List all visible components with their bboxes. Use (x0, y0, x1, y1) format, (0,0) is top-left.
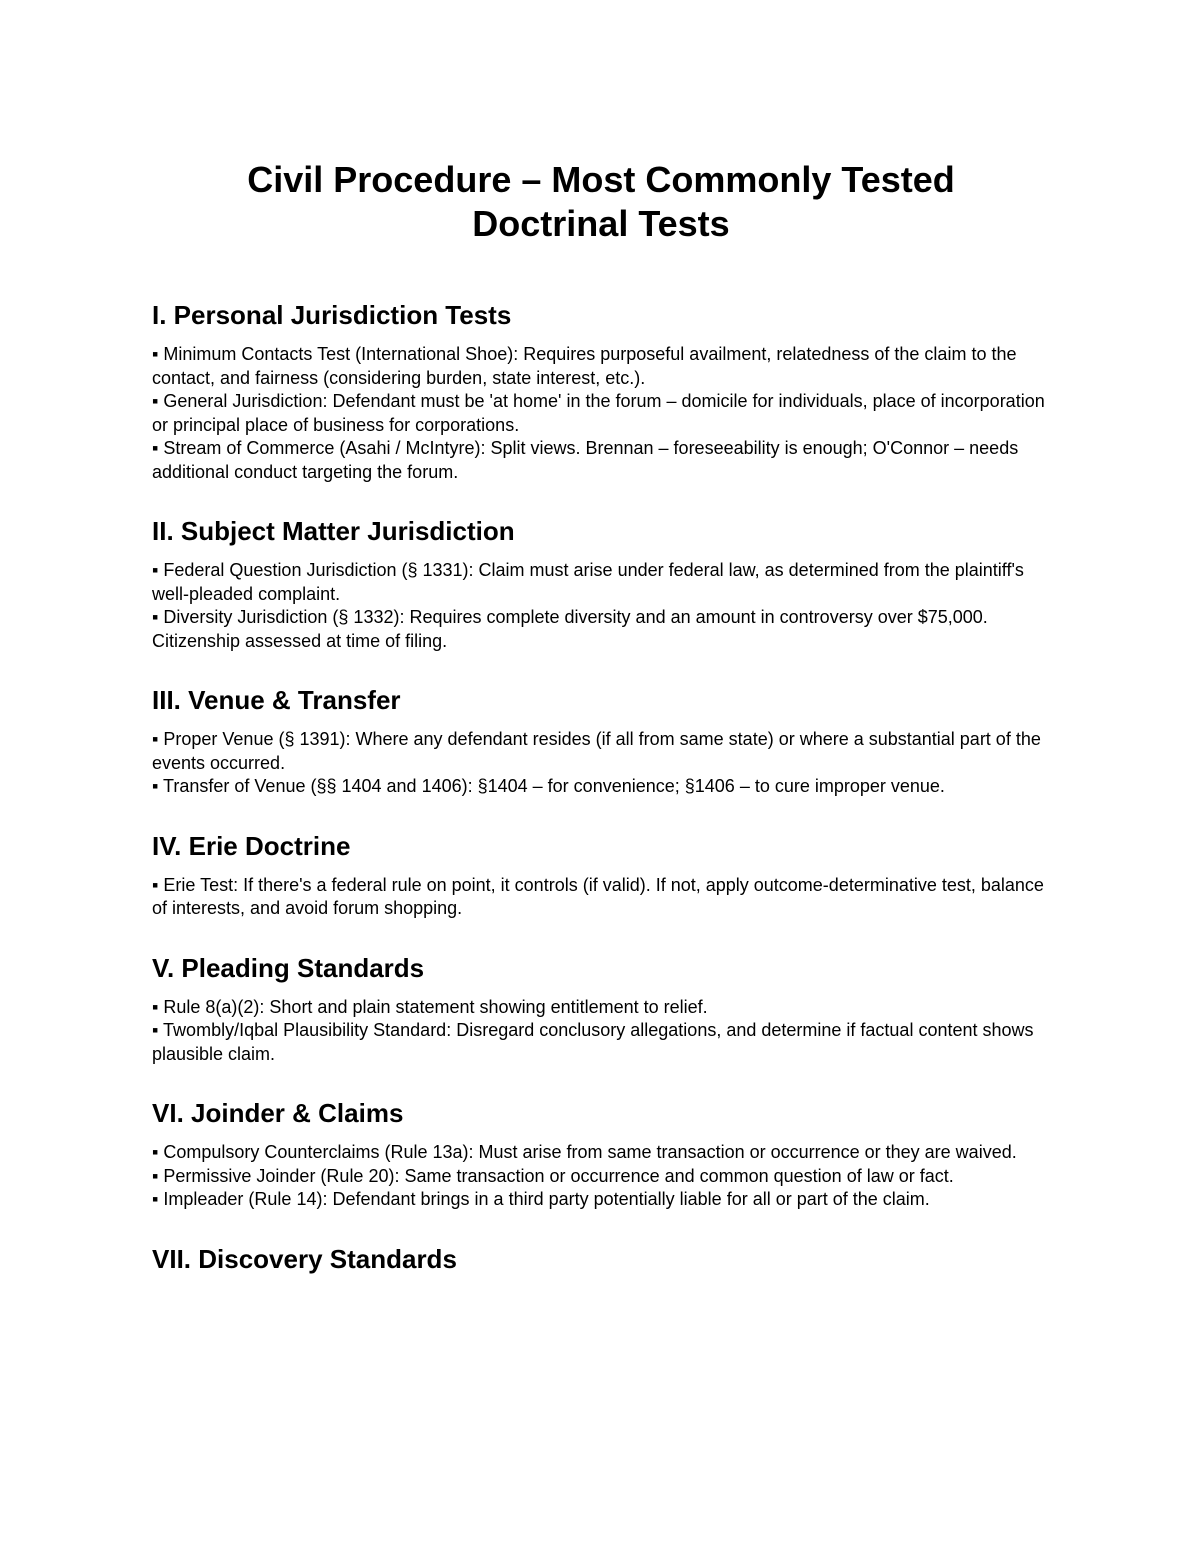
section-heading: IV. Erie Doctrine (152, 830, 351, 861)
bullet-item: ▪ Permissive Joinder (Rule 20): Same transaction or occurrence and common question of law or fact. (152, 1165, 954, 1186)
section-heading: III. Venue & Transfer (152, 685, 401, 715)
bullet-item: ▪ Proper Venue (§ 1391): Where any defendant resides (if all from same state) or where a substantial part of the events occurred. (152, 729, 1041, 773)
bullet-item: ▪ Diversity Jurisdiction (§ 1332): Requires complete diversity and an amount in controversy over $75,000. Citizenship assessed at time of filing. (152, 607, 988, 651)
bullet-item: ▪ General Jurisdiction: Defendant must be 'at home' in the forum – domicile for individuals, place of incorporation or principal place of business for corporations. (152, 391, 1045, 435)
bullet-item: ▪ Stream of Commerce (Asahi / McIntyre): Split views. Brennan – foreseeability is enough; O'Connor – needs additional conduct targeting the forum. (152, 438, 1019, 482)
bullet-item: ▪ Twombly/Iqbal Plausibility Standard: Disregard conclusory allegations, and determine if factual content shows plausible claim. (152, 1020, 1034, 1064)
section-heading: VI. Joinder & Claims (152, 1098, 404, 1128)
bullet-item: ▪ Rule 8(a)(2): Short and plain statement showing entitlement to relief. (152, 996, 708, 1017)
section-pleading-standards (152, 951, 1050, 1067)
section-erie-doctrine (152, 829, 1050, 921)
section-heading: VII. Discovery Standards (152, 1243, 457, 1274)
section-heading: I. Personal Jurisdiction Tests (152, 300, 512, 330)
section-discovery-standards (152, 1242, 1050, 1276)
section-heading: V. Pleading Standards (152, 952, 425, 983)
section-subject-matter-jurisdiction (152, 514, 1050, 653)
section-personal-jurisdiction (152, 298, 1050, 484)
section-joinder-claims (152, 1096, 1050, 1212)
bullet-item: ▪ Minimum Contacts Test (International Shoe): Requires purposeful availment, relatedness of the claim to the contact, and fairness (considering burden, state interest, etc.). (152, 344, 1017, 388)
bullet-item: ▪ Erie Test: If there's a federal rule on point, it controls (if valid). If not, apply outcome-determinative test, balance of interests, and avoid forum shopping. (152, 874, 1044, 918)
bullet-item: ▪ Transfer of Venue (§§ 1404 and 1406): §1404 – for convenience; §1406 – to cure improper venue. (152, 776, 945, 796)
bullet-item: ▪ Federal Question Jurisdiction (§ 1331): Claim must arise under federal law, as determined from the plaintiff's well-pleaded complaint. (152, 560, 1024, 604)
bullet-item: ▪ Compulsory Counterclaims (Rule 13a): Must arise from same transaction or occurrence or they are waived. (152, 1142, 1017, 1162)
bullet-item: ▪ Impleader (Rule 14): Defendant brings in a third party potentially liable for all or part of the claim. (152, 1189, 930, 1209)
section-venue-transfer (152, 683, 1050, 799)
section-heading: II. Subject Matter Jurisdiction (152, 516, 515, 546)
document-title: Civil Procedure – Most Commonly Tested Doctrinal Tests (247, 159, 955, 244)
